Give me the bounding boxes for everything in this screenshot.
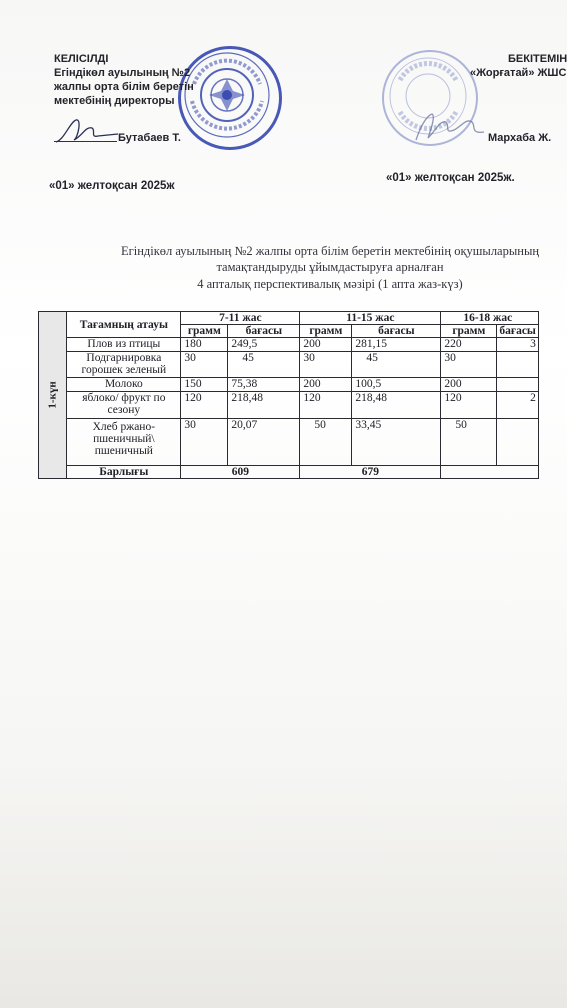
age-group-header: 7-11 жас bbox=[181, 312, 300, 325]
approver-role-line: мектебінің директоры bbox=[54, 95, 175, 107]
right-date: «01» желтоқсан 2025ж. bbox=[386, 172, 515, 184]
signature-line bbox=[54, 141, 117, 142]
table-row: Молоко 150 75,38 200 100,5 200 bbox=[39, 378, 539, 392]
right-signer-name: Мархаба Ж. bbox=[488, 132, 552, 144]
age-group-header: 11-15 жас bbox=[300, 312, 441, 325]
left-date: «01» желтоқсан 2025ж bbox=[49, 180, 175, 192]
dish-name-header: Тағамның атауы bbox=[67, 312, 181, 338]
table-row: яблоко/ фрукт по сезону 120 218,48 120 218,48 120 2 bbox=[39, 392, 539, 419]
price-header: бағасы bbox=[228, 325, 300, 338]
total-row: Барлығы 609 679 bbox=[39, 466, 539, 479]
table-row: Подгарнировка горошек зеленый 30 45 30 45 30 bbox=[39, 352, 539, 378]
menu-table bbox=[38, 311, 539, 479]
approver-org-line: жалпы орта білім беретін bbox=[54, 81, 194, 93]
left-signature bbox=[52, 112, 122, 152]
gram-header: грамм bbox=[300, 325, 352, 338]
price-header: бағасы bbox=[352, 325, 441, 338]
right-signature bbox=[410, 108, 490, 148]
approved-label: КЕЛІСІЛДІ bbox=[54, 53, 109, 65]
left-signer-name: Бутабаев Т. bbox=[118, 132, 181, 144]
table-row: Хлеб ржано-пшеничный\ пшеничный 30 20,07 50 33,45 50 bbox=[39, 419, 539, 466]
day-label-cell: 1-күн bbox=[39, 312, 67, 479]
menu-title-line2: тамақтандыруды ұйымдастыруға арналған bbox=[216, 260, 444, 274]
approve-label: БЕКІТЕМІН bbox=[508, 53, 567, 65]
company-name: «Жорғатай» ЖШС bbox=[470, 67, 567, 79]
menu-title-line1: Егіндікөл ауылының №2 жалпы орта білім беретін мектебінің оқушыларының bbox=[120, 244, 540, 258]
gram-header: грамм bbox=[441, 325, 497, 338]
table-row: Плов из птицы 180 249,5 200 281,15 220 3 bbox=[39, 338, 539, 352]
price-header: бағасы bbox=[497, 325, 539, 338]
age-group-header: 16-18 жас bbox=[441, 312, 539, 325]
approver-org-line: Егіндікөл ауылының №2 bbox=[54, 67, 191, 79]
gram-header: грамм bbox=[181, 325, 228, 338]
state-seal-stamp bbox=[178, 46, 282, 150]
menu-title-line3: 4 апталық перспективалық мәзірі (1 апта жаз-күз) bbox=[197, 277, 463, 291]
